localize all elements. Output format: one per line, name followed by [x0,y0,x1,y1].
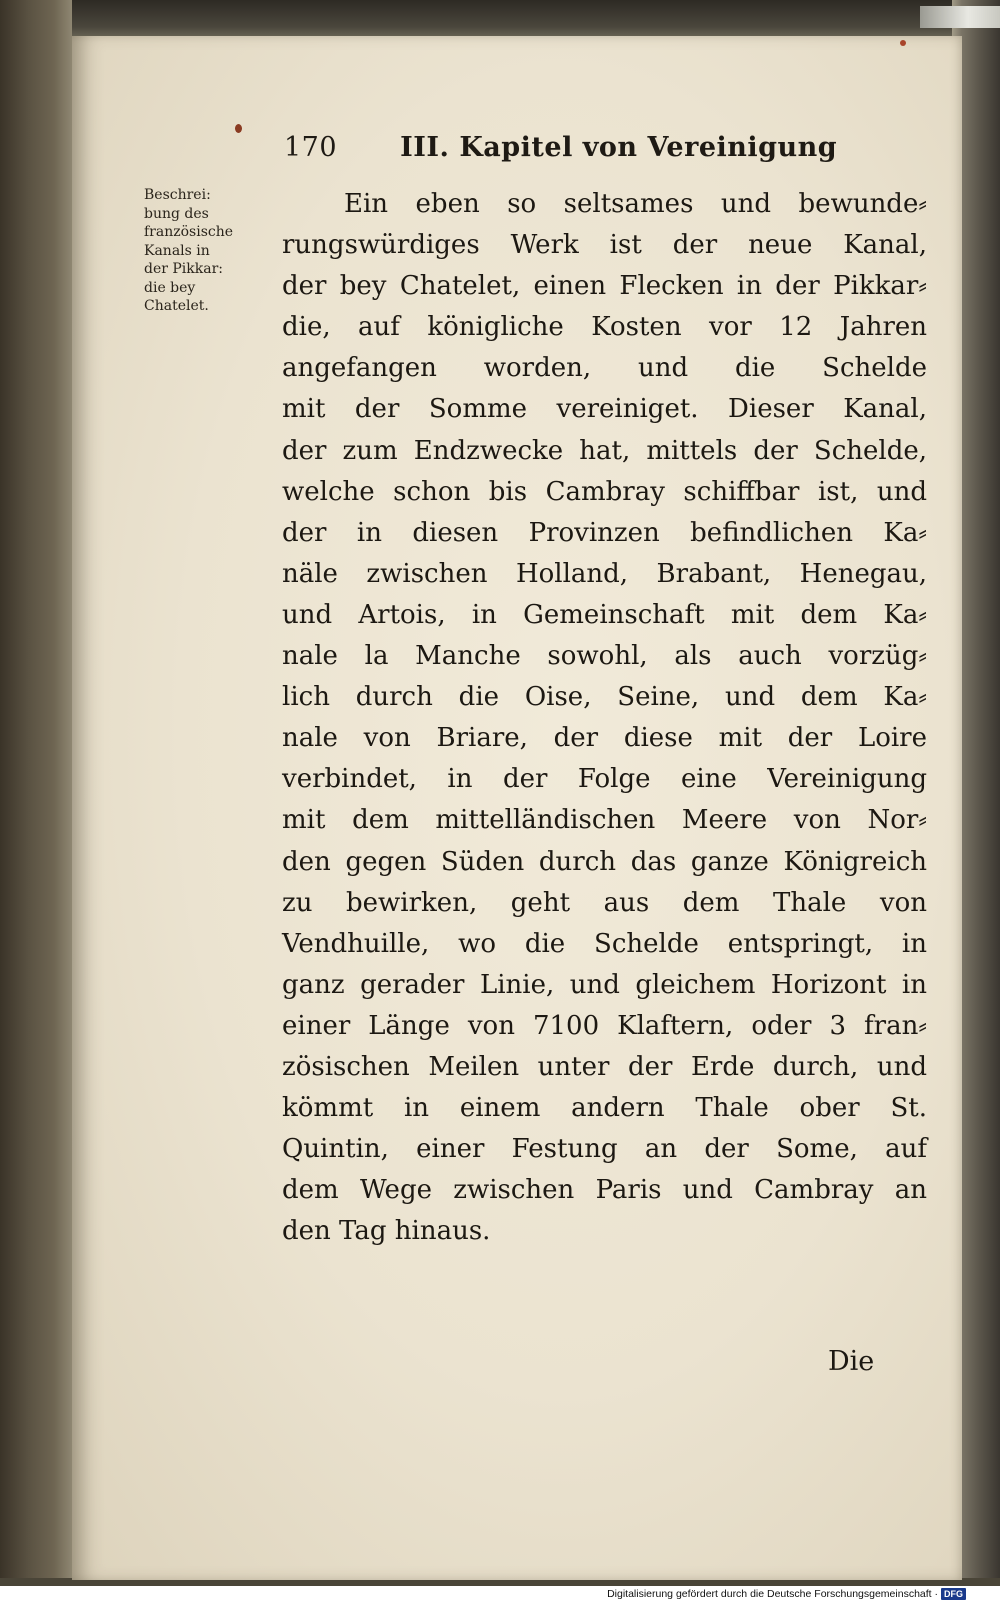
text-line: Quintin, einer Festung an der Some, auf [282,1134,927,1165]
running-head [284,132,837,163]
text-line: einer Länge von 7100 Klaftern, oder 3 fran⸗ [282,1010,927,1041]
text-line: zösischen Meilen unter der Erde durch, und [282,1051,927,1082]
text-line: kömmt in einem andern Thale ober St. [282,1093,927,1124]
text-line: verbindet, in der Folge eine Vereinigung [282,764,927,795]
marginal-note-line: Beschrei: [144,187,211,203]
marginal-note [144,186,254,316]
text-line: lich durch die Oise, Seine, und dem Ka⸗ [282,682,927,713]
text-line: Ein eben so seltsames und bewunde⸗ [344,189,927,219]
text-line: der bey Chatelet, einen Flecken in der Pikkar⸗ [282,271,927,302]
text-line: mit dem mittelländischen Meere von Nor⸗ [282,805,927,836]
text-line: näle zwischen Holland, Brabant, Henegau, [282,558,927,589]
catchword: Die [828,1346,875,1377]
book-page [72,36,962,1580]
text-line: der in diesen Provinzen befindlichen Ka⸗ [282,517,927,548]
credit-text: Digitalisierung gefördert durch die Deutsche Forschungsgemeinschaft · [607,1588,938,1600]
text-line: nale von Briare, der diese mit der Loire [282,723,927,754]
page-number: 170 [284,132,338,163]
ink-spot [235,124,242,133]
dfg-logo: DFG [941,1588,966,1600]
text-line: zu bewirken, geht aus dem Thale von [282,887,927,918]
text-line: den Tag hinaus. [282,1216,491,1247]
text-line: Vendhuille, wo die Schelde entspringt, in [282,928,927,959]
text-line: rungswürdiges Werk ist der neue Kanal, [282,230,927,261]
text-line: ganz gerader Linie, und gleichem Horizont in [282,969,927,1000]
book-corner-band [920,6,1000,28]
text-line: den gegen Süden durch das ganze Königreich [282,846,927,877]
text-line: welche schon bis Cambray schiffbar ist, und [282,476,927,507]
marginal-note-line: französische [144,224,234,240]
marginal-note-line: der Pikkar: [144,261,224,277]
book-cover-top-edge [0,0,1000,38]
text-line: angefangen worden, und die Schelde [282,353,927,384]
ink-spot [900,40,906,46]
text-line: die, auf königliche Kosten vor 12 Jahren [282,312,927,343]
text-line: und Artois, in Gemeinschaft mit dem Ka⸗ [282,599,927,630]
marginal-note-line: die bey [144,279,196,296]
body-paragraph [282,184,927,1252]
marginal-note-line: Chatelet. [144,298,209,314]
marginal-note-line: bung des [144,205,209,222]
chapter-title: III. Kapitel von Vereinigung [400,132,838,163]
text-line: der zum Endzwecke hat, mittels der Schelde, [282,435,927,466]
marginal-note-line: Kanals in [144,242,210,259]
digitization-credit [607,1588,966,1600]
book-cover-left-edge [0,0,72,1586]
text-line: nale la Manche sowohl, als auch vorzüg⸗ [282,641,927,672]
text-line: mit der Somme vereiniget. Dieser Kanal, [282,394,927,425]
text-line: dem Wege zwischen Paris und Cambray an [282,1175,927,1206]
